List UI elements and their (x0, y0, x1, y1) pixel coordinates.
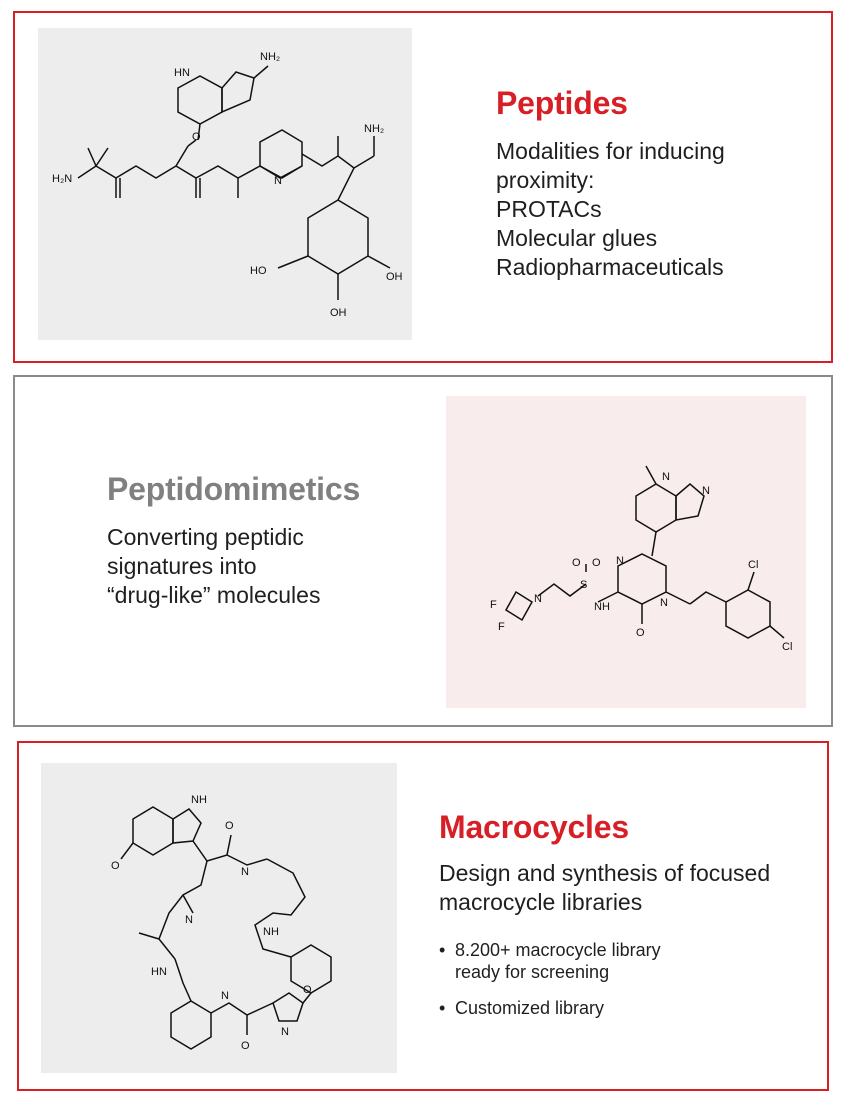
azetidine-n-label: N (534, 593, 542, 605)
macrocycle-label-nh-amide: NH (263, 926, 279, 938)
peptidomimetic-structure-svg (446, 396, 806, 708)
macrocycle-structure-svg (41, 763, 397, 1073)
peptides-line: proximity: (496, 167, 595, 193)
macrocycle-label-carbonyl-o: O (225, 820, 234, 832)
peptides-line: Radiopharmaceuticals (496, 254, 724, 280)
macrocycles-line: Design and synthesis of focused (439, 860, 771, 886)
sulfonyl-o1-label: O (572, 557, 581, 569)
macrocycles-bullet-list (439, 939, 661, 1033)
sulfonamide-nh-label: NH (594, 601, 610, 613)
peptidomimetics-line: “drug-like” molecules (107, 582, 321, 608)
chloro-label-2: Cl (782, 641, 793, 653)
indazole-n2-label: N (702, 485, 710, 497)
peptides-title: Peptides (496, 85, 628, 121)
macrocycles-bullet-item: • 8.200+ macrocycle library ready for screening (439, 939, 661, 983)
peptides-line: PROTACs (496, 196, 602, 222)
sulfonyl-o2-label: O (592, 557, 601, 569)
peptides-description (496, 137, 725, 282)
peptide-label-nh2: NH₂ (260, 51, 281, 63)
macrocycle-label-n-piperidine: N (241, 866, 249, 878)
macrocycle-label-methoxy-o: O (111, 860, 120, 872)
peptides-line: Modalities for inducing (496, 138, 725, 164)
carbonyl-o-label: O (636, 627, 645, 639)
peptidomimetics-description (107, 523, 320, 610)
macrocycles-title: Macrocycles (439, 809, 629, 845)
peptidomimetics-card (13, 375, 833, 727)
macrocycle-structure-image (41, 763, 397, 1073)
peptide-label-hn: HN (174, 67, 190, 79)
macrocycle-label-n-amide: N (221, 990, 229, 1002)
fluoro-label-1: F (490, 599, 497, 611)
peptidomimetics-line: Converting peptidic (107, 524, 304, 550)
peptide-label-amide: NH₂ (364, 123, 385, 135)
macrocycle-label-oxazole-n: N (281, 1026, 289, 1038)
peptidomimetics-line: signatures into (107, 553, 257, 579)
peptide-label-oh: OH (386, 271, 403, 283)
macrocycle-label-oxazole-o: O (303, 984, 312, 996)
peptide-label-oh-bottom: OH (330, 307, 347, 319)
macrocycles-line: macrocycle libraries (439, 889, 643, 915)
macrocycle-label-nh-indole: NH (191, 794, 207, 806)
peptide-structure-image (38, 28, 412, 340)
macrocycle-label-hn: HN (151, 966, 167, 978)
macrocycle-label-o-amide: O (241, 1040, 250, 1052)
peptide-label-h2n: H₂N (52, 173, 73, 185)
ring-n-label: N (660, 597, 668, 609)
peptide-structure-svg (38, 28, 412, 340)
macrocycles-card (17, 741, 829, 1091)
peptidomimetics-title: Peptidomimetics (107, 471, 361, 507)
peptides-line: Molecular glues (496, 225, 658, 251)
peptidomimetic-structure-image (446, 396, 806, 708)
sulfonyl-s-label: S (580, 579, 588, 591)
fluoro-label-2: F (498, 621, 505, 633)
peptides-card (13, 11, 833, 363)
chloro-label-1: Cl (748, 559, 759, 571)
peptide-label-o: O (192, 131, 201, 143)
macrocycle-label-n-methyl: N (185, 914, 193, 926)
indazole-n1-label: N (662, 471, 670, 483)
macrocycles-description (439, 859, 770, 917)
peptide-label-ho: HO (250, 265, 267, 277)
pyrazinone-n-label: N (616, 555, 624, 567)
macrocycles-bullet-item: • Customized library (439, 997, 661, 1019)
peptide-label-n: N (274, 175, 282, 187)
